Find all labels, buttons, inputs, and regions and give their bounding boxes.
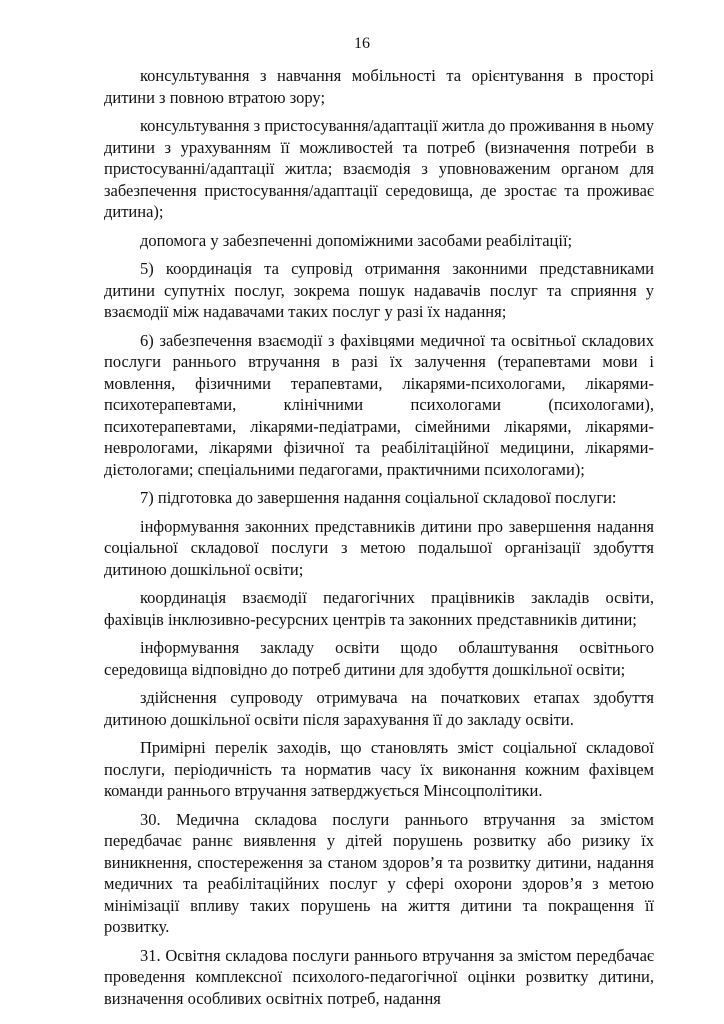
paragraph-assistive-devices: допомога у забезпеченні допоміжними засобами реабілітації; bbox=[140, 230, 573, 250]
paragraph-measures-list: Примірні перелік заходів, що становлять зміст соціальної складової послуги, періодичність та норматив часу їх виконання кожним фахівцем команди раннього втручання затверджується Мінсоцполітики. bbox=[104, 738, 654, 800]
page-number: 16 bbox=[354, 35, 370, 52]
paragraph-item-31: 31. Освітня складова послуги раннього втручання за змістом передбачає проведення комплексної психолого-педагогічної оцінки розвитку дитини, визначення особливих освітніх потреб, надання bbox=[104, 945, 654, 1008]
paragraph-mobility-consulting: консультування з навчання мобільності та орієнтування в просторі дитини з повною втратою зору; bbox=[104, 66, 654, 107]
paragraph-inform-representatives: інформування законних представників дитини про завершення надання соціальної складової послуги з метою подальшої організації здобуття дитиною дошкільної освіти; bbox=[104, 516, 654, 579]
paragraph-support: здійснення супроводу отримувача на початкових етапах здобуття дитиною дошкільної освіти після зарахування її до закладу освіти. bbox=[104, 688, 654, 729]
paragraph-coordination: координація взаємодії педагогічних працівників закладів освіти, фахівців інклюзивно-ресурсних центрів та законних представників дитини; bbox=[104, 588, 654, 629]
paragraph-item-5: 5) координація та супровід отримання законними представниками дитини супутніх послуг, зокрема пошук надавачів послуг та сприяння у взаємодії між надавачами таких послуг у разі їх надання; bbox=[104, 259, 654, 321]
paragraph-housing-adaptation: консультування з пристосування/адаптації житла до проживання в ньому дитини з урахуванням її можливостей та потреб (визначення потреби в пристосуванні/адаптації житла; взаємодія з уповноваженим органом для забезпечення пристосування/адаптації середовища, де зростає та проживає дитина); bbox=[104, 116, 654, 221]
paragraph-item-6: 6) забезпечення взаємодії з фахівцями медичної та освітньої складових послуги раннього втручання в разі їх залучення (терапевтами мови і мовлення, фізичними терапевтами, лікарями-психологами, лікарями-психотерапевтами, клінічними психологами (психологами), психотерапевтами, лікарями-педіатрами, сімейними лікарями, лікарями-неврологами, лікарями фізичної та реабілітаційної медицини, лікарями-дієтологами; спеціальними педагогами, практичними психологами); bbox=[104, 330, 654, 479]
paragraph-inform-institution: інформування закладу освіти щодо облаштування освітнього середовища відповідно до потреб дитини для здобуття дошкільної освіти; bbox=[104, 638, 654, 679]
document-body bbox=[104, 65, 654, 1016]
paragraph-item-7: 7) підготовка до завершення надання соціальної складової послуги: bbox=[140, 488, 617, 507]
paragraph-item-30: 30. Медична складова послуги раннього втручання за змістом передбачає раннє виявлення у дітей порушень розвитку або ризику їх виникнення, спостереження за станом здоров’я та розвитку дитини, надання медичних та реабілітаційних послуг у сфері охорони здоров’я з метою мінімізації впливу таких порушень на життя дитини та покращення її розвитку. bbox=[104, 809, 654, 936]
